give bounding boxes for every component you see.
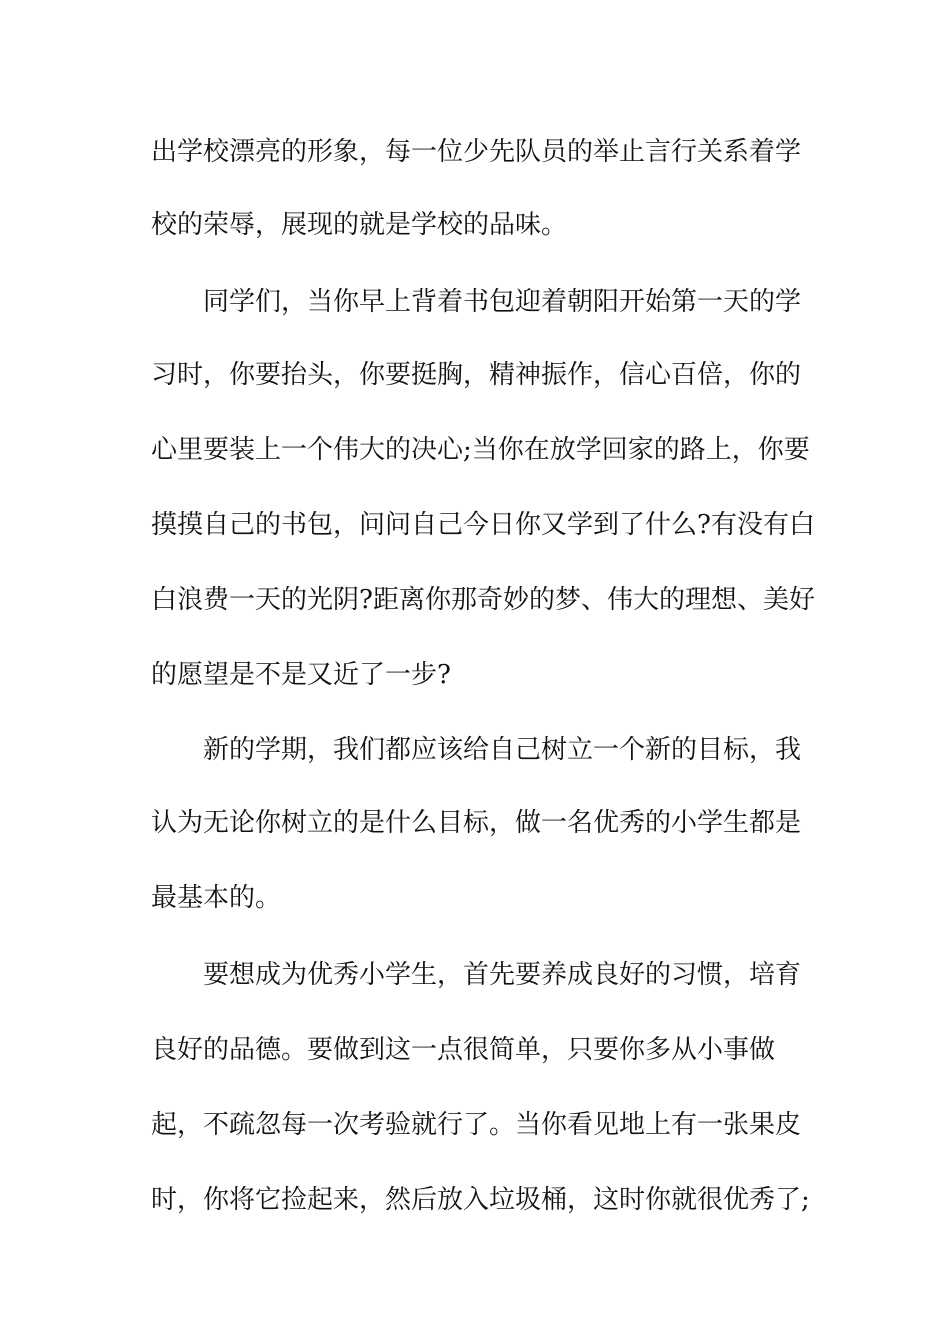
text-line: 时，你将它捡起来，然后放入垃圾桶，这时你就很优秀了;: [151, 1185, 810, 1215]
text-line: 起，不疏忽每一次考验就行了。当你看见地上有一张果皮: [151, 1110, 802, 1140]
text-line: 心里要装上一个伟大的决心;当你在放学回家的路上，你要: [151, 435, 810, 465]
text-line: 摸摸自己的书包，问问自己今日你又学到了什么?有没有白: [151, 510, 815, 540]
text-line: 的愿望是不是又近了一步?: [151, 660, 451, 690]
text-line: 认为无论你树立的是什么目标，做一名优秀的小学生都是: [151, 808, 802, 838]
text-line: 校的荣辱，展现的就是学校的品味。: [151, 210, 568, 240]
paragraph-start-line: 要想成为优秀小学生，首先要养成良好的习惯，培育: [203, 960, 802, 990]
paragraph-start-line: 新的学期，我们都应该给自己树立一个新的目标，我: [203, 735, 802, 765]
text-line: 出学校漂亮的形象，每一位少先队员的举止言行关系着学: [151, 137, 802, 167]
text-line: 习时，你要抬头，你要挺胸，精神振作，信心百倍，你的: [151, 360, 802, 390]
text-line: 白浪费一天的光阴?距离你那奇妙的梦、伟大的理想、美好: [151, 585, 815, 615]
text-line: 良好的品德。要做到这一点很简单，只要你多从小事做: [151, 1035, 776, 1065]
text-line: 最基本的。: [151, 883, 282, 913]
paragraph-start-line: 同学们，当你早上背着书包迎着朝阳开始第一天的学: [203, 287, 802, 317]
